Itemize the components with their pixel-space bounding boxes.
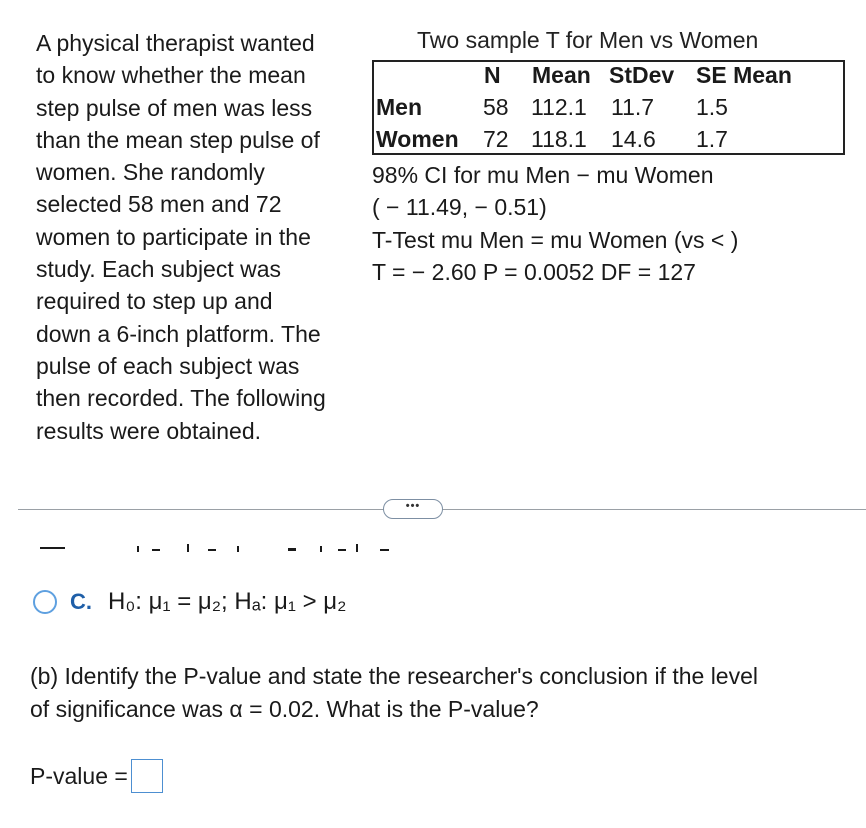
- answer-option-c[interactable]: [33, 588, 346, 616]
- part-b-question: [30, 660, 758, 726]
- problem-line: required to step up and: [36, 288, 273, 315]
- ci-label: 98% CI for mu Men − mu Women: [372, 162, 714, 188]
- clipped-previous-option: [40, 542, 440, 554]
- question-line: (b) Identify the P-value and state the researcher's conclusion if the level: [30, 663, 759, 689]
- problem-line: pulse of each subject was: [36, 352, 300, 379]
- option-letter: C.: [70, 589, 92, 614]
- cell-mean: 112.1: [531, 94, 587, 120]
- problem-line: step pulse of men was less: [36, 94, 313, 121]
- problem-line: then recorded. The following: [36, 385, 326, 412]
- cell-stdev: 14.6: [611, 126, 656, 152]
- p-value-input[interactable]: [131, 759, 163, 793]
- test-result: T = − 2.60 P = 0.0052 DF = 127: [372, 258, 696, 285]
- problem-line: than the mean step pulse of: [36, 126, 320, 153]
- header-mean: Mean: [532, 62, 591, 88]
- row-label-men: Men: [376, 94, 422, 120]
- header-stdev: StDev: [609, 62, 675, 88]
- cell-se: 1.7: [696, 126, 728, 152]
- test-results: [372, 159, 738, 288]
- problem-line: selected 58 men and 72: [36, 191, 282, 218]
- problem-line: to know whether the mean: [36, 62, 306, 89]
- ci-value: ( − 11.49, − 0.51): [372, 194, 547, 221]
- header-se-mean: SE Mean: [696, 62, 792, 88]
- radio-option-c[interactable]: [33, 590, 57, 614]
- problem-line: study. Each subject was: [36, 256, 282, 283]
- question-line: of significance was α = 0.02. What is the P-value?: [30, 696, 539, 722]
- row-label-women: Women: [376, 126, 459, 152]
- cell-se: 1.5: [696, 94, 728, 120]
- more-dots-icon: •••: [405, 499, 421, 512]
- problem-line: down a 6-inch platform. The: [36, 320, 321, 347]
- expand-more-button[interactable]: [383, 499, 443, 519]
- option-c-hypotheses: H₀: μ₁ = μ₂; Hₐ: μ₁ > μ₂: [108, 588, 347, 615]
- cell-n: 72: [483, 126, 509, 152]
- problem-statement: [36, 27, 372, 447]
- output-title: Two sample T for Men vs Women: [417, 27, 759, 53]
- problem-line: results were obtained.: [36, 417, 262, 444]
- summary-table: [372, 60, 845, 155]
- cell-mean: 118.1: [531, 126, 587, 152]
- test-label: T-Test mu Men = mu Women (vs < ): [372, 226, 739, 253]
- header-n: N: [484, 62, 501, 88]
- problem-line: women. She randomly: [36, 159, 265, 186]
- cell-n: 58: [483, 94, 509, 120]
- problem-line: women to participate in the: [36, 223, 311, 250]
- cell-stdev: 11.7: [611, 94, 655, 120]
- p-value-label: P-value =: [30, 762, 128, 789]
- problem-line: A physical therapist wanted: [36, 30, 315, 56]
- p-value-row: [30, 759, 163, 793]
